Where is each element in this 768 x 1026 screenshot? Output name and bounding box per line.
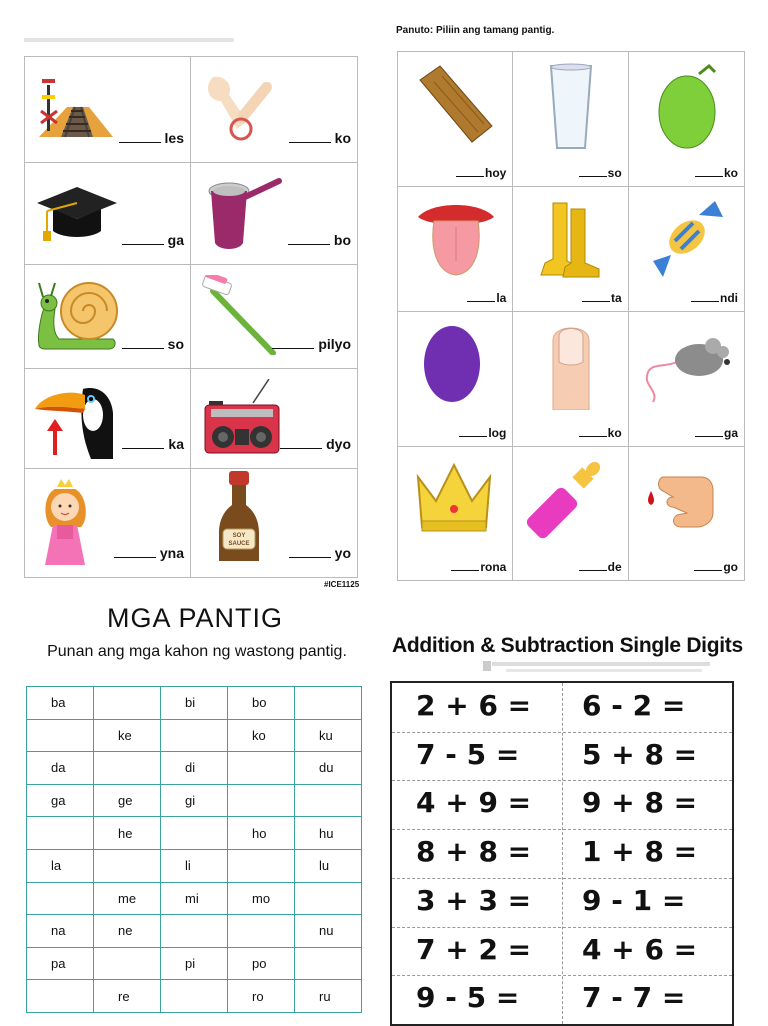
syllable-cell: he — [94, 817, 161, 850]
worksheet-cell — [25, 369, 191, 469]
wood-plank-icon — [412, 62, 500, 150]
blank-syllable-cell[interactable] — [161, 915, 228, 948]
pantig-row — [27, 817, 362, 850]
blank-syllable-cell[interactable] — [228, 752, 295, 785]
syllable-cell: ku — [295, 719, 362, 752]
pantig-subtitle: Punan ang mga kahon ng wastong pantig. — [47, 643, 347, 660]
suffix-label: so — [607, 166, 622, 180]
worksheet-cell — [629, 447, 744, 580]
syllable-cell: bi — [161, 687, 228, 720]
worksheet-cell — [398, 52, 513, 187]
math-equation: 4 + 6 = — [582, 932, 698, 966]
math-equation: 7 - 5 = — [416, 737, 520, 771]
suffix-label: so — [167, 336, 184, 352]
glass-icon — [527, 62, 615, 150]
syllable-cell: gi — [161, 784, 228, 817]
suffix-label: les — [164, 130, 184, 146]
radio-icon — [199, 379, 285, 459]
blank-syllable-cell[interactable] — [295, 947, 362, 980]
syllable-cell: ko — [228, 719, 295, 752]
math-equation: 2 + 6 = — [416, 689, 532, 722]
syllable-cell: du — [295, 752, 362, 785]
oval-icon — [412, 322, 500, 410]
worksheet-cell — [513, 312, 628, 447]
blank-syllable-cell[interactable] — [295, 687, 362, 720]
syllable-cell: da — [27, 752, 94, 785]
faint-credit-text — [492, 662, 710, 666]
blank-syllable-cell[interactable] — [161, 817, 228, 850]
blank-syllable-cell[interactable] — [27, 980, 94, 1013]
baby-bottle-icon — [527, 457, 615, 545]
coconut-icon — [643, 62, 731, 150]
railroad-icon — [33, 67, 119, 147]
worksheet-cell — [629, 312, 744, 447]
syllable-cell: li — [161, 849, 228, 882]
math-equation: 3 + 3 = — [416, 883, 532, 917]
worksheet-code: #ICE1125 — [324, 580, 360, 589]
pantig-row — [27, 687, 362, 720]
elbow-icon — [199, 67, 285, 147]
suffix-label: ko — [334, 130, 351, 146]
worksheet-cell — [25, 57, 191, 163]
syllable-cell: nu — [295, 915, 362, 948]
math-equation: 9 + 8 = — [582, 786, 698, 820]
svg-text:SAUCE: SAUCE — [228, 541, 250, 547]
pantig-row — [27, 947, 362, 980]
blank-syllable-cell[interactable] — [94, 752, 161, 785]
suffix-label: pilyo — [318, 336, 351, 352]
suffix-label: ndi — [720, 291, 738, 305]
math-title: Addition & Subtraction Single Digits — [392, 634, 743, 657]
worksheet-cell — [398, 312, 513, 447]
syllable-cell: ba — [27, 687, 94, 720]
bleeding-finger-icon — [643, 457, 731, 545]
math-row — [392, 927, 732, 977]
pantig-row — [27, 719, 362, 752]
blank-syllable-cell[interactable] — [94, 947, 161, 980]
suffix-label: ga — [723, 426, 738, 440]
faint-header-text — [24, 38, 234, 42]
soy-sauce-icon — [199, 471, 285, 567]
syllable-cell: bo — [228, 687, 295, 720]
candy-icon — [643, 197, 731, 285]
syllable-cell: ke — [94, 719, 161, 752]
blank-syllable-cell[interactable] — [161, 719, 228, 752]
suffix-label: log — [488, 426, 507, 440]
syllable-worksheet-right — [397, 51, 745, 581]
syllable-cell: hu — [295, 817, 362, 850]
syllable-cell: la — [27, 849, 94, 882]
suffix-label: yna — [159, 545, 184, 561]
coffee-pot-icon — [199, 173, 285, 253]
pantig-row — [27, 915, 362, 948]
worksheet-cell — [513, 52, 628, 187]
worksheet-cell — [25, 469, 191, 577]
syllable-cell: na — [27, 915, 94, 948]
syllable-cell: pi — [161, 947, 228, 980]
syllable-cell: pa — [27, 947, 94, 980]
worksheet-cell — [629, 52, 744, 187]
math-equation: 1 + 8 = — [582, 835, 698, 869]
blank-syllable-cell[interactable] — [27, 882, 94, 915]
worksheet-cell — [25, 265, 191, 369]
suffix-label: hoy — [484, 166, 507, 180]
princess-icon — [33, 475, 119, 565]
syllable-cell: mi — [161, 882, 228, 915]
worksheet-cell — [513, 187, 628, 312]
syllable-cell: re — [94, 980, 161, 1013]
syllable-cell: ga — [27, 784, 94, 817]
blank-syllable-cell[interactable] — [228, 849, 295, 882]
worksheet-cell — [398, 447, 513, 580]
syllable-cell: lu — [295, 849, 362, 882]
blank-syllable-cell[interactable] — [295, 882, 362, 915]
bottle-label: SOY — [232, 533, 246, 539]
math-row — [392, 732, 732, 782]
math-row — [392, 878, 732, 928]
blank-syllable-cell[interactable] — [27, 719, 94, 752]
suffix-label: ko — [723, 166, 738, 180]
math-row — [392, 683, 732, 733]
math-equation: 6 - 2 = — [582, 689, 686, 722]
suffix-label: dyo — [326, 436, 351, 452]
syllable-cell: ge — [94, 784, 161, 817]
blank-syllable-cell[interactable] — [161, 980, 228, 1013]
tongue-icon — [412, 197, 500, 285]
pantig-table — [26, 686, 362, 1013]
blank-syllable-cell[interactable] — [228, 784, 295, 817]
syllable-cell: mo — [228, 882, 295, 915]
syllable-cell: me — [94, 882, 161, 915]
syllable-cell: ru — [295, 980, 362, 1013]
math-equation: 7 - 7 = — [582, 981, 686, 1015]
suffix-label: yo — [334, 545, 351, 561]
suffix-label: ka — [168, 436, 184, 452]
math-row — [392, 829, 732, 879]
syllable-cell: di — [161, 752, 228, 785]
suffix-label: de — [607, 560, 622, 574]
math-equation: 4 + 9 = — [416, 786, 532, 820]
worksheet-cell — [513, 447, 628, 580]
syllable-cell: ho — [228, 817, 295, 850]
pantig-row — [27, 784, 362, 817]
math-equation: 5 + 8 = — [582, 737, 698, 771]
math-row — [392, 975, 732, 1024]
worksheet-cell — [191, 369, 357, 469]
suffix-label: rona — [480, 560, 507, 574]
fingernail-icon — [527, 322, 615, 410]
blank-syllable-cell[interactable] — [228, 915, 295, 948]
worksheet-cell — [191, 265, 357, 369]
syllable-cell: ro — [228, 980, 295, 1013]
math-equation: 8 + 8 = — [416, 835, 532, 869]
suffix-label: bo — [333, 232, 351, 248]
boots-icon — [527, 197, 615, 285]
mouse-icon — [639, 322, 735, 410]
math-equation: 9 - 1 = — [582, 883, 686, 917]
faint-logo — [483, 661, 491, 671]
suffix-label: ko — [607, 426, 622, 440]
pantig-row — [27, 980, 362, 1013]
syllable-worksheet-left — [24, 56, 358, 578]
worksheet-cell — [25, 163, 191, 265]
worksheet-instructions: Panuto: Piliin ang tamang pantig. — [396, 25, 555, 36]
pantig-row — [27, 882, 362, 915]
suffix-label: la — [496, 291, 507, 305]
worksheet-cell — [191, 163, 357, 265]
math-row — [392, 780, 732, 830]
math-equation: 9 - 5 = — [416, 981, 520, 1015]
graduation-cap-icon — [33, 173, 119, 253]
blank-syllable-cell[interactable] — [27, 817, 94, 850]
worksheet-cell — [629, 187, 744, 312]
worksheet-cell — [398, 187, 513, 312]
math-problems-box — [390, 681, 734, 1026]
worksheet-cell — [191, 469, 357, 577]
math-equation: 7 + 2 = — [416, 932, 532, 966]
pantig-row — [27, 849, 362, 882]
worksheet-cell — [191, 57, 357, 163]
pantig-title: MGA PANTIG — [106, 603, 284, 633]
snail-icon — [33, 275, 119, 355]
blank-syllable-cell[interactable] — [94, 849, 161, 882]
blank-syllable-cell[interactable] — [295, 784, 362, 817]
toucan-icon — [33, 379, 119, 459]
crown-icon — [406, 457, 502, 545]
pantig-row — [27, 752, 362, 785]
faint-credit-text — [506, 669, 702, 672]
suffix-label: ta — [610, 291, 622, 305]
syllable-cell: ne — [94, 915, 161, 948]
suffix-label: ga — [167, 232, 184, 248]
suffix-label: go — [723, 560, 738, 574]
blank-syllable-cell[interactable] — [94, 687, 161, 720]
syllable-cell: po — [228, 947, 295, 980]
